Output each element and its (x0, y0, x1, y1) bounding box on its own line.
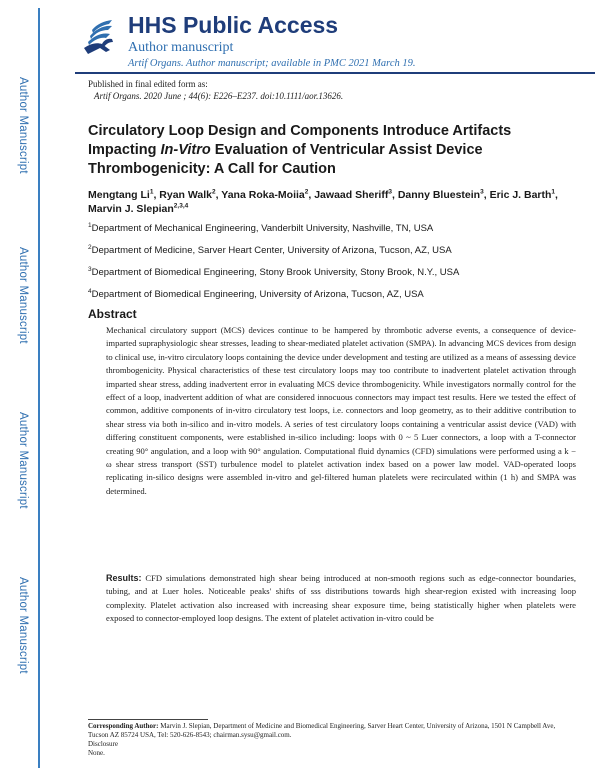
footnote-rule (88, 719, 208, 720)
author-name: Ryan Walk$^2$ (159, 188, 216, 201)
affiliation-item: $^3$Department of Biomedical Engineering, Stony Brook University, Stony Brook, N.Y., USA (88, 265, 460, 278)
disclosure-text: None. (88, 749, 105, 757)
corresponding-author-text: Marvin J. Slepian, Department of Medicine and Biomedical Engineering, Sarver Heart Center, University of Arizona, 1501 N Campbell Ave, Tucson AZ 85724 USA, Tel: 520-626-8543; chairman.sysu@gmail.com. (88, 722, 556, 739)
sidebar-label: Author Manuscript (17, 246, 29, 344)
author-name: Mengtang Li$^1$ (88, 188, 154, 201)
author-name: Eric J. Barth$^1$ (489, 188, 556, 201)
article-title: Circulatory Loop Design and Components Introduce Artifacts Impacting In-Vitro Evaluation of Ventricular Assist Device Thrombogenicity: A Call for Caution (88, 123, 512, 177)
affiliation-item: $^2$Department of Medicine, Sarver Heart Center, University of Arizona, Tucson, AZ, USA (88, 243, 452, 256)
author-name: Danny Bluestein$^3$ (397, 188, 484, 201)
affiliation-item: $^4$Department of Biomedical Engineering, University of Arizona, Tucson, AZ, USA (88, 287, 424, 300)
author-list: Mengtang Li$^1$, Ryan Walk$^2$, Yana Roka-Moiia$^2$, Jawaad Sheriff$^3$, Danny Bluestein$^3$, Eric J. Barth$^1$, Marvin J. Slepian$^{2,3,4}$ (88, 188, 558, 215)
footnote (88, 722, 568, 758)
abstract-heading: Abstract (88, 307, 137, 321)
publication-info (88, 78, 343, 102)
sidebar-label: Author Manuscript (17, 76, 29, 174)
header-meta: Artif Organs. Author manuscript; available in PMC 2021 March 19. (128, 58, 416, 69)
results-label: Results: (106, 573, 142, 583)
publication-line-2: Artif Organs. 2020 June ; 44(6): E226–E237. doi:10.1111/aor.13626. (94, 91, 344, 101)
affiliation-list (88, 222, 558, 310)
abstract-body: Mechanical circulatory support (MCS) devices continue to be hampered by thrombotic adverse events, a consequence of device-imparted supraphysiologic shear stresses, leading to shear-mediated platelet activation (SMPA). In advancing MCS devices from design to clinical use, in-vitro circulatory loops containing the device under development and testing are utilized as a means of assessing device thrombogenicity. Physical characteristics of these test circulatory loops may too contribute to inadvertent platelet activation through imparted shear stress, adding inadvertent error in evaluating MCS device thrombogenicity. While investigators normally control for the effect of a loop, inadvertent addition of what are considered innocuous connectors may impact test results. Here we tested the effect of common, additive components of in-vitro circulatory test loops, i.e. connectors and loop geometry, as to their additive contribution to shear stress via both in-silico and in-vitro models. A series of test circulatory loops containing a ventricular assist device (VAD) with differing constituent components, were established in-silico including: loops with 0 ~ 5 Luer connectors, a loop with a T-connector creating 90° angulation, and a loop with 90° angulation. Computational fluid dynamics (CFD) simulations were performed using a k − ω shear stress transport (SST) turbulence model to platelet activation index based on a power law model. VAD-operated loops replicating in-silico designs were assembled in-vitro and gel-filtered human platelets were recirculated within (1 h) and SMPA was determined. (106, 325, 576, 496)
affiliation-item: $^1$Department of Mechanical Engineering, Vanderbilt University, Nashville, TN, USA (88, 221, 434, 234)
results-paragraph (106, 572, 576, 626)
author-name: Yana Roka-Moiia$^2$ (221, 188, 309, 201)
disclosure-label: Disclosure (88, 740, 118, 748)
author-manuscript-sidebar (0, 0, 60, 776)
header-rule (75, 72, 595, 74)
results-text: CFD simulations demonstrated high shear being introduced at non-smooth regions such as edge-connector boundaries, tubing, and at Luer holes. Noticeable peaks' shifts of sss distributions towards high shear-region existed with increasing loop complexity. Platelet activation also increased with increasing shear exposure time, being statistically higher when platelets were exposed to connector-employed loop designs. The extent of platelet activation in-vitro could be (106, 573, 576, 624)
sidebar-label: Author Manuscript (17, 411, 29, 509)
hhs-eagle-logo-icon (80, 18, 116, 62)
publication-line-1: Published in final edited form as: (88, 79, 208, 89)
header-title: HHS Public Access (128, 12, 339, 38)
corresponding-author-label: Corresponding Author: (88, 722, 159, 730)
sidebar-label: Author Manuscript (17, 576, 29, 674)
corresponding-author (88, 722, 568, 740)
sidebar-rule (38, 8, 40, 768)
author-name: Marvin J. Slepian$^{2,3,4}$ (88, 202, 189, 215)
author-name: Jawaad Sheriff$^3$ (314, 188, 392, 201)
header-subtitle: Author manuscript (128, 40, 234, 55)
